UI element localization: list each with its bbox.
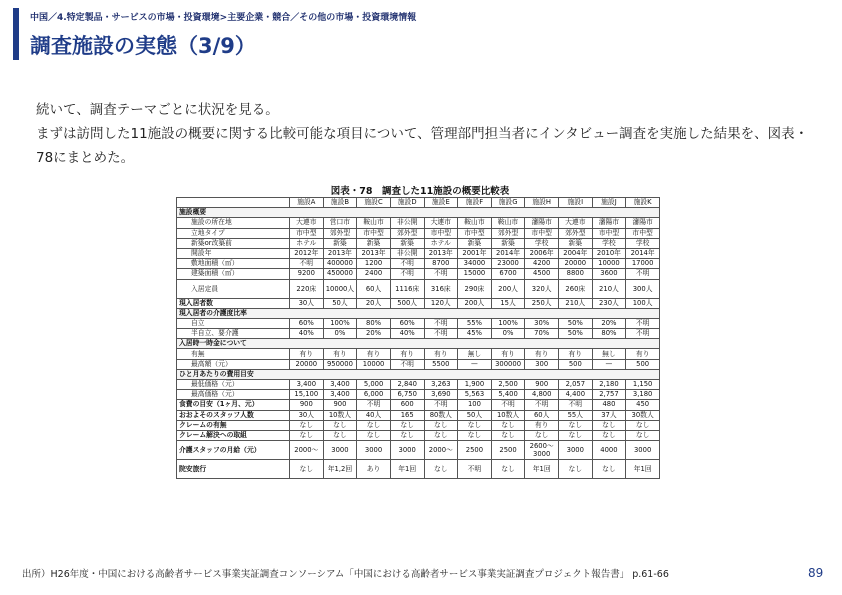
table-cell: 不明 bbox=[559, 400, 593, 410]
page-number: 89 bbox=[808, 566, 824, 580]
table-cell: 新築 bbox=[458, 238, 492, 248]
table-cell: なし bbox=[424, 420, 458, 430]
table-cell: 有り bbox=[390, 349, 424, 359]
table-cell: 有り bbox=[424, 349, 458, 359]
table-cell: 80% bbox=[592, 329, 626, 339]
table-cell: 2013年 bbox=[323, 248, 357, 258]
table-cell: 50人 bbox=[323, 298, 357, 308]
breadcrumb: 中国／4.特定製品・サービスの市場・投資環境>主要企業・競合／その他の市場・投資環境情報 bbox=[30, 13, 417, 23]
row-label: 半自立、要介護 bbox=[177, 329, 290, 339]
row-label: 建築面積（㎡） bbox=[177, 269, 290, 279]
table-cell: 3,263 bbox=[424, 380, 458, 390]
table-cell: 6,750 bbox=[390, 390, 424, 400]
table-row bbox=[177, 248, 660, 258]
table-cell: 2012年 bbox=[290, 248, 324, 258]
table-cell: 260床 bbox=[559, 279, 593, 298]
table-cell: 34000 bbox=[458, 259, 492, 269]
body-text bbox=[22, 98, 822, 170]
table-cell: 市中型 bbox=[357, 228, 391, 238]
table-cell: 20000 bbox=[290, 359, 324, 369]
row-label: 最低価格（元） bbox=[177, 380, 290, 390]
table-cell: 学校 bbox=[525, 238, 559, 248]
table-row bbox=[177, 218, 660, 228]
table-cell: 210人 bbox=[592, 279, 626, 298]
table-row bbox=[177, 380, 660, 390]
table-cell: 3000 bbox=[323, 441, 357, 460]
table-cell: 1,900 bbox=[458, 380, 492, 390]
table-cell: 不明 bbox=[390, 359, 424, 369]
table-row bbox=[177, 441, 660, 460]
table-cell: 郊外型 bbox=[559, 228, 593, 238]
table-cell: なし bbox=[458, 420, 492, 430]
table-cell: 2010年 bbox=[592, 248, 626, 258]
table-cell: 120人 bbox=[424, 298, 458, 308]
table-cell: 年1回 bbox=[525, 460, 559, 479]
facility-summary-table bbox=[176, 197, 660, 479]
row-label: 自立 bbox=[177, 318, 290, 328]
table-cell: 2,500 bbox=[491, 380, 525, 390]
table-cell: 37人 bbox=[592, 410, 626, 420]
table-cell: 60% bbox=[290, 318, 324, 328]
table-row bbox=[177, 359, 660, 369]
table-row bbox=[177, 390, 660, 400]
table-section-row bbox=[177, 308, 660, 318]
row-label: 入居時一時金について bbox=[177, 339, 660, 349]
table-cell: 250人 bbox=[525, 298, 559, 308]
table-cell: 2000～ bbox=[424, 441, 458, 460]
table-cell: 55% bbox=[458, 318, 492, 328]
table-cell: 2,757 bbox=[592, 390, 626, 400]
table-section-row bbox=[177, 208, 660, 218]
table-cell: 6700 bbox=[491, 269, 525, 279]
table-cell: 無し bbox=[458, 349, 492, 359]
table-cell: 年1,2回 bbox=[323, 460, 357, 479]
table-cell: 60人 bbox=[357, 279, 391, 298]
table-cell: 郊外型 bbox=[323, 228, 357, 238]
row-label: 開設年 bbox=[177, 248, 290, 258]
table-cell: 100% bbox=[323, 318, 357, 328]
table-cell: 50人 bbox=[458, 410, 492, 420]
table-cell: 320人 bbox=[525, 279, 559, 298]
table-cell: 17000 bbox=[626, 259, 660, 269]
table-cell: 950000 bbox=[323, 359, 357, 369]
table-cell: 4200 bbox=[525, 259, 559, 269]
table-row bbox=[177, 259, 660, 269]
table-cell: 2006年 bbox=[525, 248, 559, 258]
table-cell: 有り bbox=[290, 349, 324, 359]
figure-title: 図表・78 調査した11施設の概要比較表 bbox=[330, 186, 510, 197]
column-header: 施設K bbox=[626, 198, 660, 208]
table-cell: 無し bbox=[592, 349, 626, 359]
table-cell: 4500 bbox=[525, 269, 559, 279]
table-cell: 不明 bbox=[424, 329, 458, 339]
table-cell: 有り bbox=[525, 349, 559, 359]
table-cell: 300 bbox=[525, 359, 559, 369]
table-cell: 30人 bbox=[290, 298, 324, 308]
title-accent-bar bbox=[13, 8, 19, 60]
column-header: 施設F bbox=[458, 198, 492, 208]
table-cell: 2013年 bbox=[424, 248, 458, 258]
table-row bbox=[177, 298, 660, 308]
table-cell: 瀋陽市 bbox=[626, 218, 660, 228]
table-cell: 3,400 bbox=[323, 390, 357, 400]
table-cell: なし bbox=[323, 420, 357, 430]
table-cell: 23000 bbox=[491, 259, 525, 269]
table-cell: 不明 bbox=[390, 259, 424, 269]
table-cell: 165 bbox=[390, 410, 424, 420]
table-cell: 不明 bbox=[290, 259, 324, 269]
table-cell: 0% bbox=[323, 329, 357, 339]
table-cell: なし bbox=[357, 420, 391, 430]
table-cell: 3000 bbox=[390, 441, 424, 460]
table-cell: 3000 bbox=[357, 441, 391, 460]
table-cell: 15人 bbox=[491, 298, 525, 308]
table-cell: 500 bbox=[626, 359, 660, 369]
row-label: 食費の目安（1ヶ月、元） bbox=[177, 400, 290, 410]
table-cell: 5500 bbox=[424, 359, 458, 369]
body-line-1: 続いて、調査テーマごとに状況を見る。 bbox=[36, 102, 279, 118]
table-cell: なし bbox=[323, 430, 357, 440]
row-label: クレームの有無 bbox=[177, 420, 290, 430]
table-cell: 40% bbox=[390, 329, 424, 339]
table-cell: なし bbox=[525, 430, 559, 440]
table-cell: なし bbox=[559, 460, 593, 479]
table-cell: — bbox=[592, 359, 626, 369]
table-cell: 5,400 bbox=[491, 390, 525, 400]
row-label: 敷地面積（㎡） bbox=[177, 259, 290, 269]
table-cell: 10数人 bbox=[323, 410, 357, 420]
table-cell: 2600～3000 bbox=[525, 441, 559, 460]
table-cell: 20% bbox=[592, 318, 626, 328]
row-label: おおよそのスタッフ人数 bbox=[177, 410, 290, 420]
row-label: クレーム解決への取組 bbox=[177, 430, 290, 440]
table-row bbox=[177, 420, 660, 430]
table-cell: 大連市 bbox=[559, 218, 593, 228]
table-cell: 100 bbox=[458, 400, 492, 410]
table-cell: 学校 bbox=[592, 238, 626, 248]
table-cell: 9200 bbox=[290, 269, 324, 279]
table-cell: 年1回 bbox=[626, 460, 660, 479]
table-section-row bbox=[177, 369, 660, 379]
table-cell: 3000 bbox=[626, 441, 660, 460]
table-cell: 2013年 bbox=[357, 248, 391, 258]
table-cell: 45% bbox=[458, 329, 492, 339]
table-cell: 290床 bbox=[458, 279, 492, 298]
table-cell: 8800 bbox=[559, 269, 593, 279]
table-cell: 10000 bbox=[592, 259, 626, 269]
table-cell: 市中型 bbox=[626, 228, 660, 238]
table-cell: なし bbox=[592, 420, 626, 430]
table-cell: 450 bbox=[626, 400, 660, 410]
body-line-2: まずは訪問した11施設の概要に関する比較可能な項目について、管理部門担当者にインタビュー調査を実施した結果を、図表・78にまとめた。 bbox=[36, 126, 809, 166]
table-cell: 210人 bbox=[559, 298, 593, 308]
table-cell: — bbox=[458, 359, 492, 369]
table-cell: 2500 bbox=[491, 441, 525, 460]
table-cell: 100% bbox=[491, 318, 525, 328]
table-section-row bbox=[177, 339, 660, 349]
table-cell: 10000人 bbox=[323, 279, 357, 298]
table-row bbox=[177, 400, 660, 410]
table-cell: 500人 bbox=[390, 298, 424, 308]
table-cell: なし bbox=[491, 460, 525, 479]
table-cell: 3,400 bbox=[323, 380, 357, 390]
table-cell: なし bbox=[626, 430, 660, 440]
table-cell: 30人 bbox=[290, 410, 324, 420]
row-label: ひと月あたりの費用目安 bbox=[177, 369, 660, 379]
table-cell: 不明 bbox=[390, 269, 424, 279]
table-cell: 60% bbox=[390, 318, 424, 328]
table-cell: 不明 bbox=[626, 329, 660, 339]
table-cell: なし bbox=[390, 430, 424, 440]
table-cell: 300000 bbox=[491, 359, 525, 369]
table-cell: 20% bbox=[357, 329, 391, 339]
table-cell: 有り bbox=[357, 349, 391, 359]
column-header: 施設A bbox=[290, 198, 324, 208]
table-cell: 30数人 bbox=[626, 410, 660, 420]
table-cell: 大連市 bbox=[290, 218, 324, 228]
table-cell: なし bbox=[626, 420, 660, 430]
table-cell: 2000～ bbox=[290, 441, 324, 460]
column-header: 施設D bbox=[390, 198, 424, 208]
row-label: 施設概要 bbox=[177, 208, 660, 218]
table-cell: 不明 bbox=[491, 400, 525, 410]
table-cell: ホテル bbox=[290, 238, 324, 248]
table-cell: 80% bbox=[357, 318, 391, 328]
table-cell: 不明 bbox=[424, 269, 458, 279]
table-cell: 新築 bbox=[357, 238, 391, 248]
table-cell: 2,180 bbox=[592, 380, 626, 390]
table-cell: なし bbox=[290, 460, 324, 479]
table-cell: 2001年 bbox=[458, 248, 492, 258]
table-cell: あり bbox=[357, 460, 391, 479]
table-row bbox=[177, 228, 660, 238]
table-cell: 5,000 bbox=[357, 380, 391, 390]
table-cell: 学校 bbox=[626, 238, 660, 248]
table-cell: 50% bbox=[559, 329, 593, 339]
table-cell: 600 bbox=[390, 400, 424, 410]
table-row bbox=[177, 460, 660, 479]
table-cell: 500 bbox=[559, 359, 593, 369]
table-row bbox=[177, 430, 660, 440]
row-label: 院安旅行 bbox=[177, 460, 290, 479]
table-cell: 4000 bbox=[592, 441, 626, 460]
table-cell: なし bbox=[290, 420, 324, 430]
table-cell: 有り bbox=[491, 349, 525, 359]
table-cell: 6,000 bbox=[357, 390, 391, 400]
table-cell: 非公開 bbox=[390, 248, 424, 258]
table-cell: 55人 bbox=[559, 410, 593, 420]
table-cell: 鞍山市 bbox=[357, 218, 391, 228]
table-cell: 有り bbox=[323, 349, 357, 359]
table-cell: なし bbox=[559, 420, 593, 430]
column-header: 施設C bbox=[357, 198, 391, 208]
table-cell: 市中型 bbox=[525, 228, 559, 238]
table-cell: 有り bbox=[525, 420, 559, 430]
column-header: 施設J bbox=[592, 198, 626, 208]
table-cell: 2400 bbox=[357, 269, 391, 279]
table-cell: 鞍山市 bbox=[458, 218, 492, 228]
table-cell: 15,100 bbox=[290, 390, 324, 400]
table-cell: 2,840 bbox=[390, 380, 424, 390]
table-cell: 200人 bbox=[458, 298, 492, 308]
table-cell: 不明 bbox=[424, 400, 458, 410]
table-cell: なし bbox=[390, 420, 424, 430]
table-cell: 450000 bbox=[323, 269, 357, 279]
row-label: 有無 bbox=[177, 349, 290, 359]
table-cell: 20000 bbox=[559, 259, 593, 269]
table-cell: 郊外型 bbox=[491, 228, 525, 238]
table-cell: 3,180 bbox=[626, 390, 660, 400]
table-cell: 1,150 bbox=[626, 380, 660, 390]
table-cell: なし bbox=[424, 460, 458, 479]
table-row bbox=[177, 279, 660, 298]
column-header: 施設G bbox=[491, 198, 525, 208]
table-cell: なし bbox=[592, 460, 626, 479]
table-cell: 年1回 bbox=[390, 460, 424, 479]
table-cell: 300人 bbox=[626, 279, 660, 298]
column-header: 施設H bbox=[525, 198, 559, 208]
table-cell: 市中型 bbox=[290, 228, 324, 238]
row-label: 施設の所在地 bbox=[177, 218, 290, 228]
table-cell: 30% bbox=[525, 318, 559, 328]
table-cell: 0% bbox=[491, 329, 525, 339]
table-cell: 鞍山市 bbox=[491, 218, 525, 228]
table-cell: 非公開 bbox=[390, 218, 424, 228]
page-title: 調査施設の実態（3/9） bbox=[30, 34, 256, 58]
table-cell: 新築 bbox=[559, 238, 593, 248]
table-cell: 230人 bbox=[592, 298, 626, 308]
table-cell: 480 bbox=[592, 400, 626, 410]
table-cell: なし bbox=[290, 430, 324, 440]
source-note: 出所）H26年度・中国における高齢者サービス事業実証調査コンソーシアム「中国における高齢者サービス事業実証調査プロジェクト報告書」 p.61-66 bbox=[22, 569, 669, 580]
table-cell: 2014年 bbox=[626, 248, 660, 258]
table-cell: 瀋陽市 bbox=[525, 218, 559, 228]
table-cell: 10000 bbox=[357, 359, 391, 369]
table-cell: 不明 bbox=[357, 400, 391, 410]
table-cell: 10数人 bbox=[491, 410, 525, 420]
table-cell: 新築 bbox=[390, 238, 424, 248]
table-cell: 220床 bbox=[290, 279, 324, 298]
table-row bbox=[177, 318, 660, 328]
table-cell: なし bbox=[491, 430, 525, 440]
row-label: 立地タイプ bbox=[177, 228, 290, 238]
table-cell: なし bbox=[592, 430, 626, 440]
column-header: 施設E bbox=[424, 198, 458, 208]
table-cell: 200人 bbox=[491, 279, 525, 298]
row-label: 入居定員 bbox=[177, 279, 290, 298]
row-label: 現入居者数 bbox=[177, 298, 290, 308]
table-cell: 40% bbox=[290, 329, 324, 339]
table-cell: 2004年 bbox=[559, 248, 593, 258]
table-cell: 2014年 bbox=[491, 248, 525, 258]
table-cell: 不明 bbox=[626, 269, 660, 279]
table-cell: 3,690 bbox=[424, 390, 458, 400]
row-label: 新築or改築前 bbox=[177, 238, 290, 248]
table-cell: ホテル bbox=[424, 238, 458, 248]
table-cell: 15000 bbox=[458, 269, 492, 279]
table-cell: 不明 bbox=[626, 318, 660, 328]
table-cell: なし bbox=[491, 420, 525, 430]
table-cell: 4,400 bbox=[559, 390, 593, 400]
column-header: 施設I bbox=[559, 198, 593, 208]
table-cell: 市中型 bbox=[592, 228, 626, 238]
row-label: 最高額（元） bbox=[177, 359, 290, 369]
table-cell: 営口市 bbox=[323, 218, 357, 228]
table-cell: なし bbox=[357, 430, 391, 440]
table-cell: 70% bbox=[525, 329, 559, 339]
table-cell: 市中型 bbox=[458, 228, 492, 238]
table-cell: 5,563 bbox=[458, 390, 492, 400]
table-row bbox=[177, 329, 660, 339]
table-cell: 50% bbox=[559, 318, 593, 328]
table-cell: 400000 bbox=[323, 259, 357, 269]
table-cell: 4,800 bbox=[525, 390, 559, 400]
table-cell: 新築 bbox=[491, 238, 525, 248]
table-cell: 100人 bbox=[626, 298, 660, 308]
table-cell: 3000 bbox=[559, 441, 593, 460]
table-cell: 2,057 bbox=[559, 380, 593, 390]
table-cell: 新築 bbox=[323, 238, 357, 248]
table-header-row bbox=[177, 198, 660, 208]
table-row bbox=[177, 269, 660, 279]
table-cell: 3,400 bbox=[290, 380, 324, 390]
table-row bbox=[177, 238, 660, 248]
table-cell: 316床 bbox=[424, 279, 458, 298]
table-cell: なし bbox=[458, 430, 492, 440]
table-cell: 8700 bbox=[424, 259, 458, 269]
table-corner-cell bbox=[177, 198, 290, 208]
table-cell: 40人 bbox=[357, 410, 391, 420]
table-cell: 20人 bbox=[357, 298, 391, 308]
table-cell: 60人 bbox=[525, 410, 559, 420]
table-row bbox=[177, 410, 660, 420]
table-cell: 大連市 bbox=[424, 218, 458, 228]
table-cell: 郊外型 bbox=[390, 228, 424, 238]
table-cell: 900 bbox=[525, 380, 559, 390]
table-cell: 2500 bbox=[458, 441, 492, 460]
row-label: 最高価格（元） bbox=[177, 390, 290, 400]
table-cell: 有り bbox=[559, 349, 593, 359]
table-cell: 80数人 bbox=[424, 410, 458, 420]
table-cell: 不明 bbox=[458, 460, 492, 479]
table-cell: 有り bbox=[626, 349, 660, 359]
table-cell: なし bbox=[559, 430, 593, 440]
table-cell: 900 bbox=[290, 400, 324, 410]
table-cell: なし bbox=[424, 430, 458, 440]
table-row bbox=[177, 349, 660, 359]
table-cell: 1200 bbox=[357, 259, 391, 269]
row-label: 介護スタッフの月給（元） bbox=[177, 441, 290, 460]
row-label: 現入居者の介護度比率 bbox=[177, 308, 660, 318]
table-cell: 900 bbox=[323, 400, 357, 410]
table-cell: 瀋陽市 bbox=[592, 218, 626, 228]
table-cell: 不明 bbox=[424, 318, 458, 328]
table-cell: 3600 bbox=[592, 269, 626, 279]
column-header: 施設B bbox=[323, 198, 357, 208]
table-cell: 市中型 bbox=[424, 228, 458, 238]
table-cell: 不明 bbox=[525, 400, 559, 410]
table-cell: 1116床 bbox=[390, 279, 424, 298]
